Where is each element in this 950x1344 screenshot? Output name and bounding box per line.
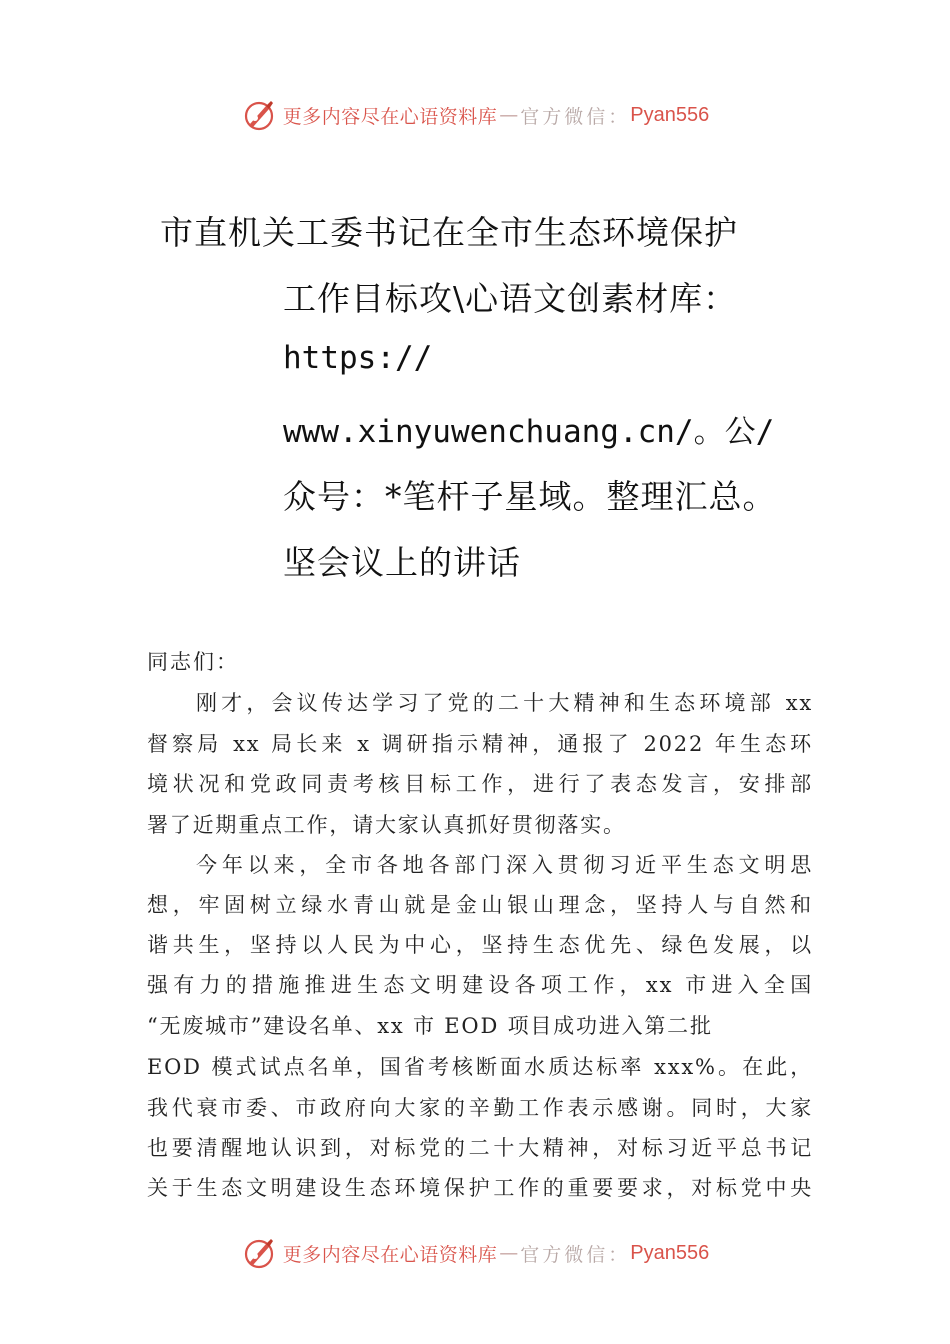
body-line: 今年以来，全市各地各部门深入贯彻习近平生态文明思 [196, 853, 813, 877]
banner-wechat-label: 官方微信： [520, 105, 631, 128]
banner-wechat-id: Pyan556 [630, 103, 710, 126]
body-line: 想，牢固树立绿水青山就是金山银山理念，坚持人与自然和 [147, 893, 813, 917]
title-line-4: www.xinyuwenchuang.cn/。公/ [283, 414, 775, 450]
title-line-6: 坚会议上的讲话 [283, 543, 521, 582]
title-line-1: 市直机关工委书记在全市生态环境保护 [160, 213, 738, 252]
banner-separator: — [499, 104, 519, 126]
pen-seal-icon [241, 1235, 277, 1271]
banner-main-text: 更多内容尽在心语资料库 [282, 105, 498, 128]
header-banner [0, 95, 950, 135]
banner-wechat-label: 官方微信： [520, 1243, 631, 1266]
body-line: 强有力的措施推进生态文明建设各项工作，xx 市进入全国 [147, 973, 813, 997]
body-line: 督察局 xx 局长来 x 调研指示精神，通报了 2022 年生态环 [147, 732, 813, 756]
pen-seal-icon [241, 97, 277, 133]
greeting: 同志们： [147, 650, 239, 674]
body-line: 谐共生，坚持以人民为中心，坚持生态优先、绿色发展，以 [147, 933, 813, 957]
banner-separator: — [499, 1242, 519, 1264]
body-line: 刚才，会议传达学习了党的二十大精神和生态环境部 xx [196, 691, 813, 715]
body-line: 也要清醒地认识到，对标党的二十大精神，对标习近平总书记 [147, 1136, 813, 1160]
banner-wechat-id: Pyan556 [630, 1241, 710, 1264]
body-line: 署了近期重点工作，请大家认真抓好贯彻落实。 [147, 813, 626, 837]
body-line: “无废城市”建设名单、xx 市 EOD 项目成功进入第二批 [147, 1014, 713, 1038]
body-line: 我代衰市委、市政府向大家的辛勤工作表示感谢。同时，大家 [147, 1096, 813, 1120]
title-line-5: 众号：*笔杆子星域。整理汇总。 [283, 477, 777, 516]
body-line: 关于生态文明建设生态环境保护工作的重要要求，对标党中央 [147, 1176, 813, 1200]
title-line-2: 工作目标攻\心语文创素材库： [283, 279, 738, 318]
title-line-3: https:// [283, 340, 433, 376]
body-line: EOD 模式试点名单，国省考核断面水质达标率 xxx%。在此， [147, 1055, 813, 1079]
footer-banner [0, 1233, 950, 1273]
body-line: 境状况和党政同责考核目标工作，进行了表态发言，安排部 [147, 772, 813, 796]
banner-main-text: 更多内容尽在心语资料库 [282, 1243, 498, 1266]
